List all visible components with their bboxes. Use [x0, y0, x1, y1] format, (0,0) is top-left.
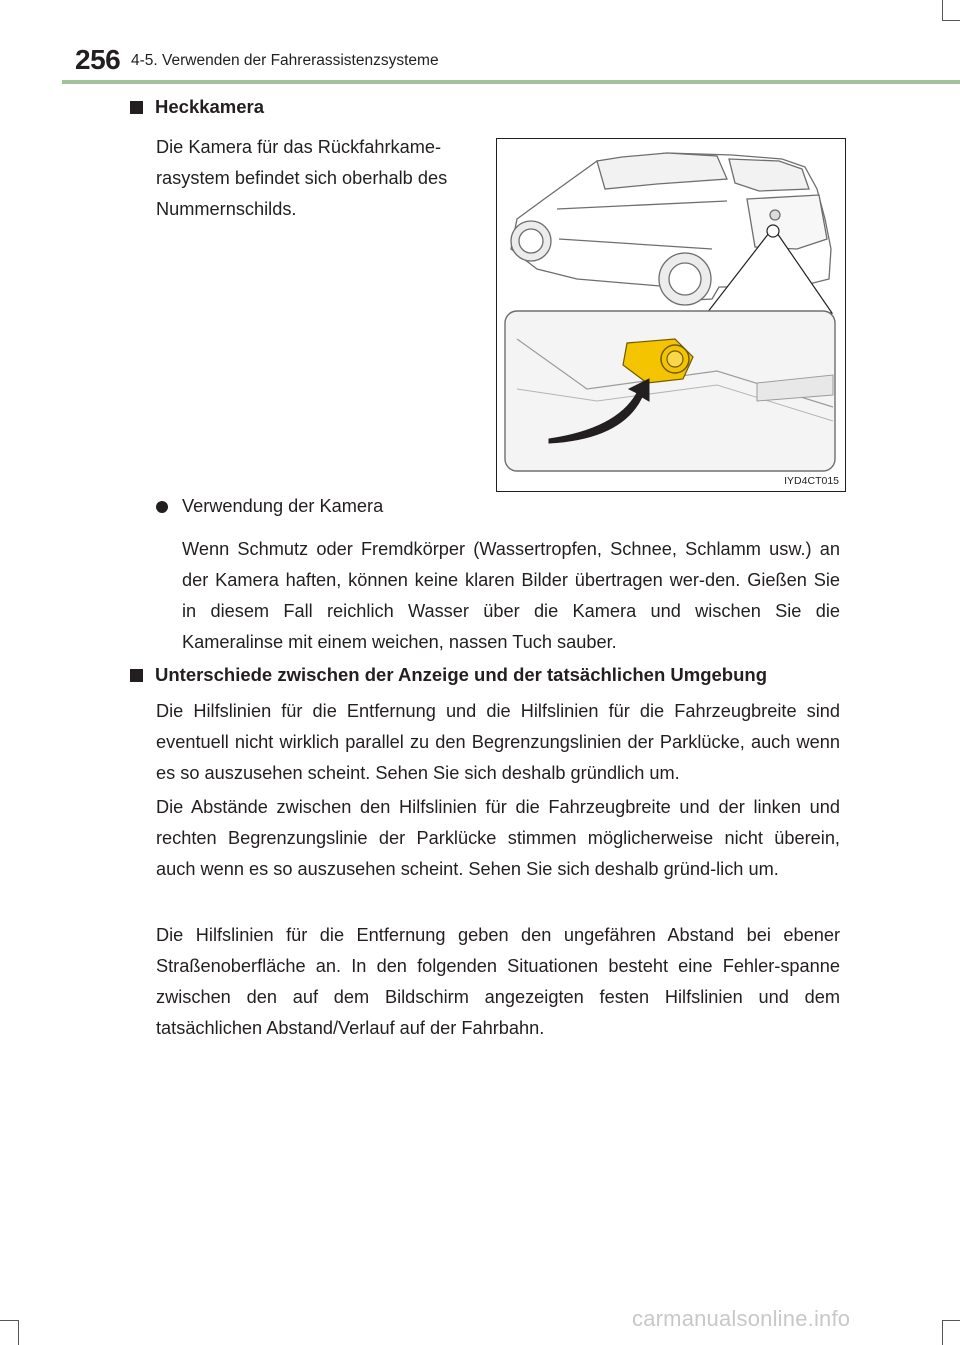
square-bullet-icon [130, 669, 143, 682]
watermark: carmanualsonline.info [632, 1306, 851, 1331]
heading-text: Unterschiede zwischen der Anzeige und der tatsächlichen Umgebung [155, 664, 767, 685]
paragraph-2: Die Abstände zwischen den Hilfslinien für die Fahrzeugbreite und der linken und rechten Begrenzungslinie der Parklücke stimmen möglicherweise nicht überein, auch wenn es so auszusehen scheint. Sehen Sie sich deshalb gründ-lich um. [156, 797, 840, 879]
bullet-dot-icon [156, 501, 168, 513]
figure-code: IYD4CT015 [784, 475, 839, 487]
crop-mark [0, 1320, 18, 1321]
car-illustration [497, 139, 844, 490]
paragraph-3: Die Hilfslinien für die Entfernung geben den ungefähren Abstand bei ebener Straßenoberfläche an. In den folgenden Situationen besteht eine Fehler-spanne zwischen den auf dem Bildschirm angezeigten festen Hilfslinien und dem tatsächlichen Abstand/Verlauf auf der Fahrbahn. [156, 925, 840, 1038]
crop-mark [18, 1320, 19, 1345]
bullet-paragraph: Wenn Schmutz oder Fremdkörper (Wassertropfen, Schnee, Schlamm usw.) an der Kamera haften, können keine klaren Bilder übertragen wer-den. Gießen Sie in diesem Fall reichlich Wasser über die Kamera und wischen Sie die Kameralinse mit einem weichen, nassen Tuch sauber. [182, 539, 840, 652]
crop-mark [942, 1320, 943, 1345]
crop-mark [942, 20, 960, 21]
heading-unterschiede [130, 664, 767, 686]
square-bullet-icon [130, 101, 143, 114]
heading-heckkamera [130, 96, 264, 118]
bullet-item [156, 496, 383, 517]
callout-circle [767, 225, 779, 237]
crop-mark [942, 0, 943, 20]
paragraph-1: Die Hilfslinien für die Entfernung und die Hilfslinien für die Fahrzeugbreite sind eventuell nicht wirklich parallel zu den Begrenzungslinien der Parklücke, auch wenn es so auszusehen scheint. Sehen Sie sich deshalb gründlich um. [156, 701, 840, 783]
header-rule [62, 80, 960, 84]
intro-paragraph: Die Kamera für das Rückfahrkame-rasystem befindet sich oberhalb des Nummernschilds. [156, 137, 448, 219]
rear-camera-figure [496, 138, 846, 492]
heading-text: Heckkamera [155, 96, 265, 117]
crop-mark [942, 1320, 960, 1321]
bullet-label: Verwendung der Kamera [182, 496, 384, 516]
section-title: 4-5. Verwenden der Fahrerassistenzsysteme [131, 52, 439, 69]
page-number: 256 [75, 44, 121, 75]
